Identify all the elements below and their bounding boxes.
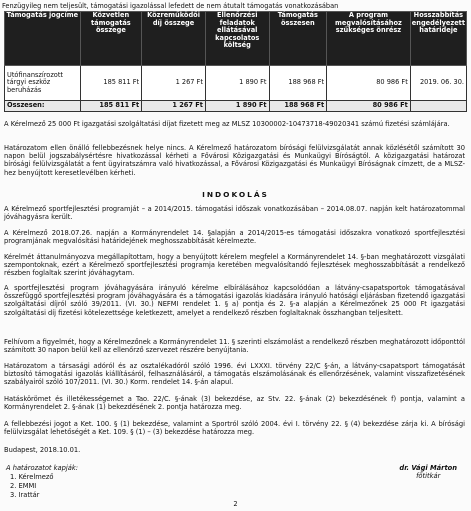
table-cell: 185 811 Ft	[80, 101, 142, 112]
table-cell: 2019. 06. 30.	[410, 66, 466, 101]
paragraph: A Kérelmező 2018.07.26. napján a Kormányrendelet 14. §alapján a 2014/2015-es támogatási időszakra vonatkozó sportfejlesztési programjának megvalósítási határidejének meghosszabbítását kérelmezte.	[4, 229, 465, 246]
support-table	[4, 11, 467, 112]
signer-title: főtitkár	[416, 472, 441, 481]
header-cell: Hosszabbítás engedélyezett határideje	[410, 12, 466, 66]
recipient-item: 1. Kérelmező	[10, 473, 54, 481]
table-cell: 1 267 Ft	[142, 66, 206, 101]
paragraph-fee: A Kérelmező 25 000 Ft igazgatási szolgáltatási díjat fizetett meg az MLSZ 10300002-10473718-49020341 számú fizetési számlájára.	[4, 120, 450, 128]
signer-name: dr. Vági Márton	[399, 464, 457, 472]
table-cell: Utófinanszírozott tárgyi eszköz beruházás	[5, 66, 81, 101]
table-cell: 185 811 Ft	[80, 66, 142, 101]
header-cell: Támogatás jogcíme	[5, 12, 81, 66]
paragraph: Kérelmét áttanulmányozva megállapítottam, hogy a benyújtott kérelem megfelel a Kormányrendelet 14. §-ban meghatározott vizsgálati szempontoknak, ezért a Kérelmező sportfejlesztési programja keretében megvalósítandó fejlesztések meghosszabbítását a rendelkező részben foglaltak szerint jóváhagytam.	[4, 253, 465, 278]
header-cell: Közvetlen támogatás összege	[80, 12, 142, 66]
top-note: Fenzügyileg nem teljesült, támogatási igazolással lefedett de nem átutalt támogatás vonatkozásában	[2, 2, 339, 10]
header-cell: Támogatás összesen	[269, 12, 327, 66]
paragraph: A sportfejlesztési program jóváhagyására irányuló kérelme elbírálásához kapcsolódóan a látvány-csapatsportok támogatásával összefüggő sportfejlesztési program jóváhagyására és a támogatási igazolás kiadására irányuló hatósági eljárásban fizetendő igazgatási szolgáltatási díjról szóló 39/2011. (VI. 30.) NEFMI rendelet 1. § a) pontja és 2. §-a alapján a Kérelmezőnek 25 000 Ft igazgatási szolgáltatási díj fizetési kötelezettsége keletkezett, amelyet a rendelkező részben foglaltaknak összhangban teljesített.	[4, 284, 465, 317]
recipients-title: A határozatot kapják:	[6, 464, 78, 472]
date-place: Budapest, 2018.10.01.	[4, 446, 81, 454]
recipient-item: 2. EMMI	[10, 482, 37, 490]
table-row	[5, 66, 467, 101]
paragraph: Hatáskörömet és illetékességemet a Tao. 22/C. §-ának (3) bekezdése, az Stv. 22. §-ának (2) bekezdésének f) pontja, valamint a Kormányrendelet 2. §-ának (1) bekezdésének 2. pontja határozza meg.	[4, 395, 465, 412]
table-cell: 1 890 Ft	[205, 101, 269, 112]
paragraph: A fellebbezési jogot a Ket. 100. § (1) bekezdése, valamint a Sportról szóló 2004. évi I. törvény 22. § (4) bekezdése zárja ki. A bírósági felülvizsgálat lehetőségét a Ket. 109. § (1) – (3) bekezdése határozza meg.	[4, 420, 465, 437]
paragraph: Határozatom a társasági adóról és az osztalékadóról szóló 1996. évi LXXXI. törvény 22/C §-án, a látvány-csapatsport támogatását biztosító támogatási igazolás kiállításáról, felhasználásáról, a támogatás elszámolásának és ellenőrzésének, valamint visszafizetésének szabályairól szóló 107/2011. (VI. 30.) Korm. rendelet 14. §-án alapul.	[4, 362, 465, 387]
table-cell: 80 986 Ft	[327, 66, 411, 101]
table-cell: 188 968 Ft	[269, 66, 327, 101]
paragraph-remedy: Határozatom ellen önálló fellebbezésnek helye nincs. A Kérelmező határozatom bírósági felülvizsgálatát annak közlésétől számított 30 napon belül jogszabálysértésre hivatkozással kérheti a Fővárosi Közigazgatási és Munkaügyi Bíróságtól. A közigazgatási határozat bírósági felülvizsgálatát a fent ügyiratszámra való hivatkozással, a Fővárosi Közigazgatási és Munkaügyi Bíróságnak címzett, de a MLSZ-hez benyújtott keresetlevélben kérheti.	[4, 144, 465, 177]
table-cell: 80 986 Ft	[327, 101, 411, 112]
recipient-item: 3. Irattár	[10, 491, 40, 499]
table-cell: 1 890 Ft	[205, 66, 269, 101]
section-title: INDOKOLÁS	[202, 190, 269, 199]
header-cell: Ellenőrzési feladatok ellátásával kapcsolatos költség	[205, 12, 269, 66]
table-cell	[410, 101, 466, 112]
header-cell: Közreműködői díj összege	[142, 12, 206, 66]
signature-block	[399, 464, 457, 480]
table-total-row	[5, 101, 467, 112]
paragraph: A Kérelmező sportfejlesztési programját – a 2014/2015. támogatási időszak vonatkozásában – 2014.08.07. napján kelt határozatommal jóváhagyásra került.	[4, 205, 465, 222]
table-cell: 188 968 Ft	[269, 101, 327, 112]
table-cell: Összesen:	[5, 101, 81, 112]
table-cell: 1 267 Ft	[142, 101, 206, 112]
page-number: 2	[233, 500, 238, 508]
header-cell: A program megvalósításához szükséges önrész	[327, 12, 411, 66]
table-header-row	[5, 12, 467, 66]
paragraph: Felhívom a figyelmét, hogy a Kérelmezőnek a Kormányrendelet 11. § szerinti elszámolást a rendelkező részben meghatározott időponttól számított 30 napon belül kell az ellenőrző szervezet részére benyújtania.	[4, 338, 465, 355]
